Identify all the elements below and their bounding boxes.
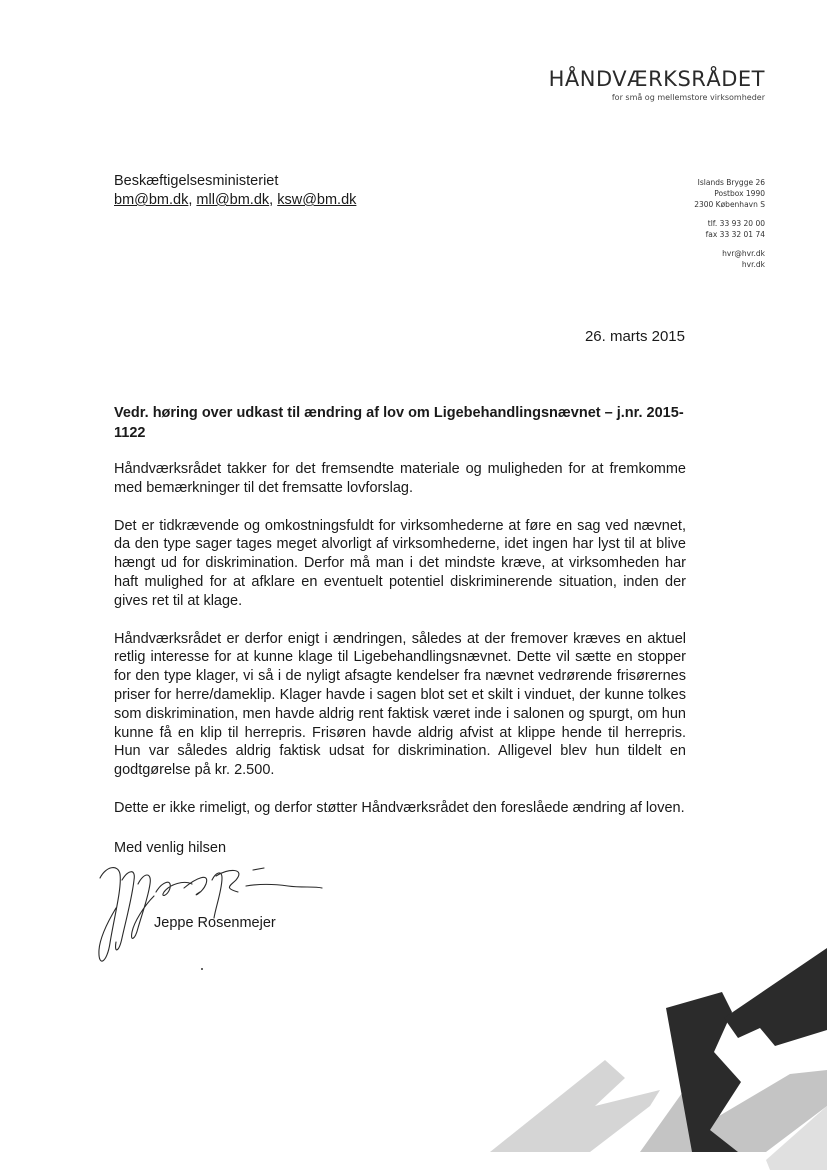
corner-shape-light [490, 1060, 660, 1152]
body-paragraph: Håndværksrådet takker for det fremsendte materiale og muligheden for at fremkomme med bemærkninger til det fremsatte lovforslag. [114, 461, 686, 496]
letter-body [114, 460, 686, 837]
recipient-name: Beskæftigelsesministeriet [114, 173, 279, 189]
recipient-emails: bm@bm.dk, mll@bm.dk, ksw@bm.dk [114, 192, 357, 208]
recipient-email-link[interactable]: ksw@bm.dk [277, 192, 357, 208]
corner-graphic [470, 920, 827, 1170]
logo-name: HÅNDVÆRKSRÅDET [548, 67, 765, 91]
recipient-email-link[interactable]: bm@bm.dk [114, 192, 189, 208]
body-paragraph: Håndværksrådet er derfor enigt i ændringen, således at der fremover kræves en aktuel retlig interesse for at kunne klage til Ligebehandlingsnævnet. Dette vil sætte en stopper for den type klager, vi så i de nyligt afsagte kendelser fra nævnet vedrørende frisørernes priser for herre/dameklip. Klager havde i sagen blot set et skilt i vinduet, der kunne tolkes som diskrimination, men havde aldrig rent faktisk været inde i salonen og spurgt, om hun kunne få en klip til herrepris. Frisøren havde aldrig afvist at klippe hende til herrepris. Hun var således aldrig faktisk udsat for diskrimination. Alligevel blev hun tildelt en godtgørelse på kr. 2.500. [114, 630, 686, 779]
sender-address-line: 2300 København S [694, 200, 765, 209]
body-paragraph: Det er tidkrævende og omkostningsfuldt for virksomhederne at føre en sag ved nævnet, da den type sager tages meget alvorligt af virksomhederne, idet ingen har lyst til at blive hængt ud for diskrimination. Derfor må man i det mindste kræve, at virksomheden har haft mulighed for at afklare en eventuelt potentiel diskriminerende situation, inden der gives ret til at klage. [114, 517, 686, 609]
letterhead-logo [549, 66, 765, 102]
stray-mark [201, 968, 203, 970]
logo-tagline: for små og mellemstore virksomheder [611, 93, 765, 102]
recipient-email-link[interactable]: mll@bm.dk [196, 192, 270, 208]
recipient-block [114, 172, 356, 210]
sender-phone: tlf. 33 93 20 00 [707, 219, 765, 228]
sender-contact-block [694, 177, 765, 270]
body-paragraph: Dette er ikke rimeligt, og derfor støtter Håndværksrådet den foreslåede ændring af loven. [114, 799, 685, 816]
sender-address-line: Postbox 1990 [714, 189, 765, 198]
sender-email: hvr@hvr.dk [722, 249, 765, 258]
corner-shape-dark [724, 948, 827, 1046]
letter-date: 26. marts 2015 [584, 328, 685, 345]
sender-fax: fax 33 32 01 74 [705, 230, 765, 239]
sender-website: hvr.dk [741, 260, 765, 269]
sender-address-line: Islands Brygge 26 [697, 178, 765, 187]
letter-subject: Vedr. høring over udkast til ændring af lov om Ligebehandlingsnævnet – j.nr. 2015-1122 [114, 405, 684, 441]
closing-salutation: Med venlig hilsen [114, 840, 227, 856]
signer-name: Jeppe Rosenmejer [154, 915, 276, 931]
